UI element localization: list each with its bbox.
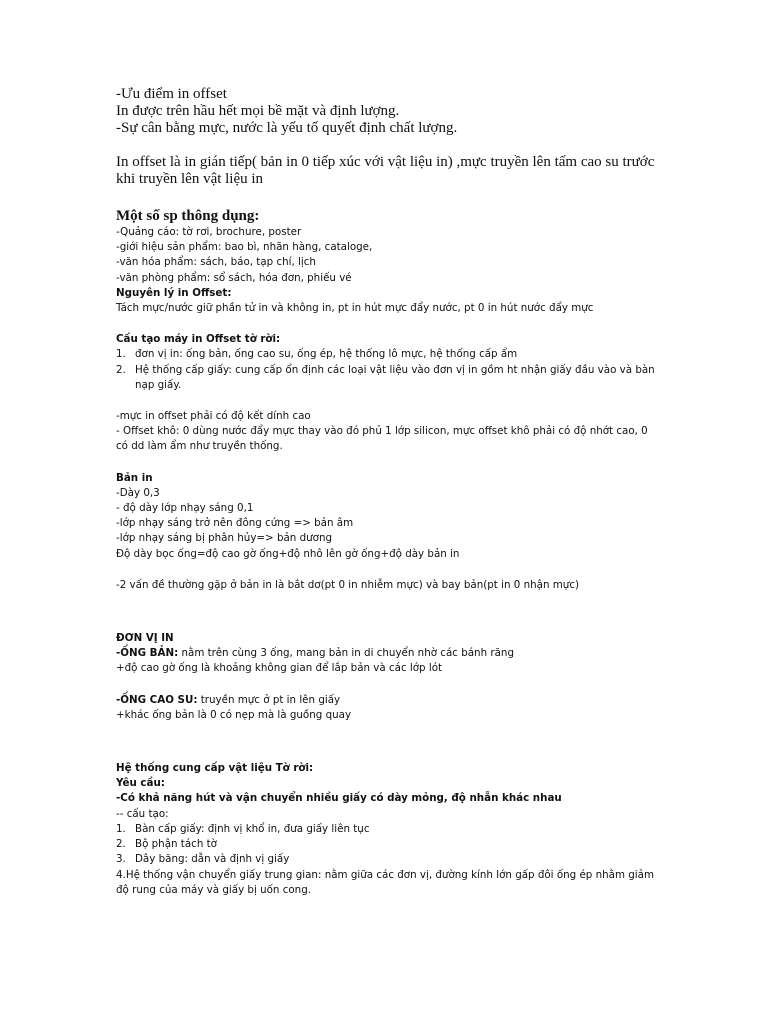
blanket-cylinder-line: -ỐNG CAO SU: truyền mực ở pt in lên giấy xyxy=(116,693,341,706)
unit-heading: ĐƠN VỊ IN xyxy=(116,632,174,645)
structure-label: -- cấu tạo: xyxy=(116,807,169,820)
requirements-text: -Có khả năng hút và vận chuyển nhiều giấy có dày mỏng, độ nhẵn khác nhau xyxy=(116,792,562,805)
list-item: -lớp nhạy sáng bị phân hủy=> bản dương xyxy=(116,532,333,545)
plate-heading: Bản in xyxy=(116,471,153,484)
advantage-line-2: -Sự cân bằng mực, nước là yếu tố quyết định chất lượng. xyxy=(116,120,458,136)
document-page xyxy=(116,86,656,898)
structure-heading: Cấu tạo máy in Offset tờ rời: xyxy=(116,333,281,346)
list-item: 1. Bàn cấp giấy: định vị khổ in, đưa giấy liên tục xyxy=(116,822,370,835)
intro-section xyxy=(116,86,656,188)
list-item: -giới hiệu sản phẩm: bao bì, nhãn hàng, cataloge, xyxy=(116,241,373,254)
plate-cylinder-line: -ỐNG BẢN: nằm trên cùng 3 ống, mang bản in di chuyển nhờ các bánh răng xyxy=(116,647,514,660)
products-heading: Một số sp thông dụng: xyxy=(116,208,260,224)
principle-heading: Nguyên lý in Offset: xyxy=(116,286,232,299)
blanket-cylinder-note: +khác ống bản là 0 có nẹp mà là guồng quay xyxy=(116,708,352,721)
plate-cylinder-note: +độ cao gờ ống là khoảng không gian để lắp bản và các lớp lót xyxy=(116,662,443,675)
plate-problems: -2 vấn đề thường gặp ở bản in là bắt dơ(pt 0 in nhiễm mực) và bay bản(pt in 0 nhận mực) xyxy=(116,578,579,591)
advantage-line-1: In được trên hầu hết mọi bề mặt và định lượng. xyxy=(116,103,400,119)
plate-cylinder-label: -ỐNG BẢN: xyxy=(116,647,179,660)
list-item: 2. Bộ phận tách tờ xyxy=(116,838,217,851)
requirements-label: Yêu cầu: xyxy=(116,777,165,790)
supply-heading: Hệ thống cung cấp vật liệu Tờ rời: xyxy=(116,762,314,775)
indirect-printing-paragraph: In offset là in gián tiếp( bản in 0 tiếp xúc với vật liệu in) ,mực truyền lên tấm cao su trước khi truyền lên vật liệu in xyxy=(116,154,655,187)
list-item: 2. Hệ thống cấp giấy: cung cấp ổn định các loại vật liệu vào đơn vị in gồm ht nhận giấy đầu vào và bàn nạp giấy. xyxy=(116,363,655,391)
principle-text: Tách mực/nước giữ phần tử in và không in, pt in hút mực đẩy nước, pt 0 in hút nước đẩy mực xyxy=(116,302,594,315)
blanket-cylinder-label: -ỐNG CAO SU: xyxy=(116,693,198,706)
ink-note: -mực in offset phải có độ kết dính cao xyxy=(116,410,311,423)
list-item: Độ dày bọc ống=độ cao gờ ống+độ nhô lên gờ ống+độ dày bản in xyxy=(116,547,460,560)
list-item: -Quảng cáo: tờ rơi, brochure, poster xyxy=(116,226,302,238)
products-list xyxy=(116,225,656,898)
list-item: - độ dày lớp nhạy sáng 0,1 xyxy=(116,502,254,515)
list-item: 1. đơn vị in: ống bản, ống cao su, ống ép, hệ thống lô mực, hệ thống cấp ẩm xyxy=(116,348,518,361)
intermediate-transfer-note: 4.Hệ thống vận chuyển giấy trung gian: nằm giữa các đơn vị, đường kính lớn gấp đôi ống ép nhằm giảm độ rung của máy và giấy bị uốn cong. xyxy=(116,868,654,896)
advantages-title: -Ưu điểm in offset xyxy=(116,86,227,102)
list-item: -văn phòng phẩm: sổ sách, hóa đơn, phiếu vé xyxy=(116,271,352,284)
list-item: -Dày 0,3 xyxy=(116,486,160,499)
dry-offset-note: - Offset khô: 0 dùng nước đẩy mực thay vào đó phủ 1 lớp silicon, mực offset khô phải có độ nhớt cao, 0 có dd làm ẩm như truyền thống. xyxy=(116,425,648,453)
list-item: -văn hóa phẩm: sách, báo, tạp chí, lịch xyxy=(116,256,316,269)
list-item: -lớp nhạy sáng trở nên đông cứng => bản âm xyxy=(116,517,354,530)
list-item: 3. Dây băng: dẫn và định vị giấy xyxy=(116,853,290,866)
